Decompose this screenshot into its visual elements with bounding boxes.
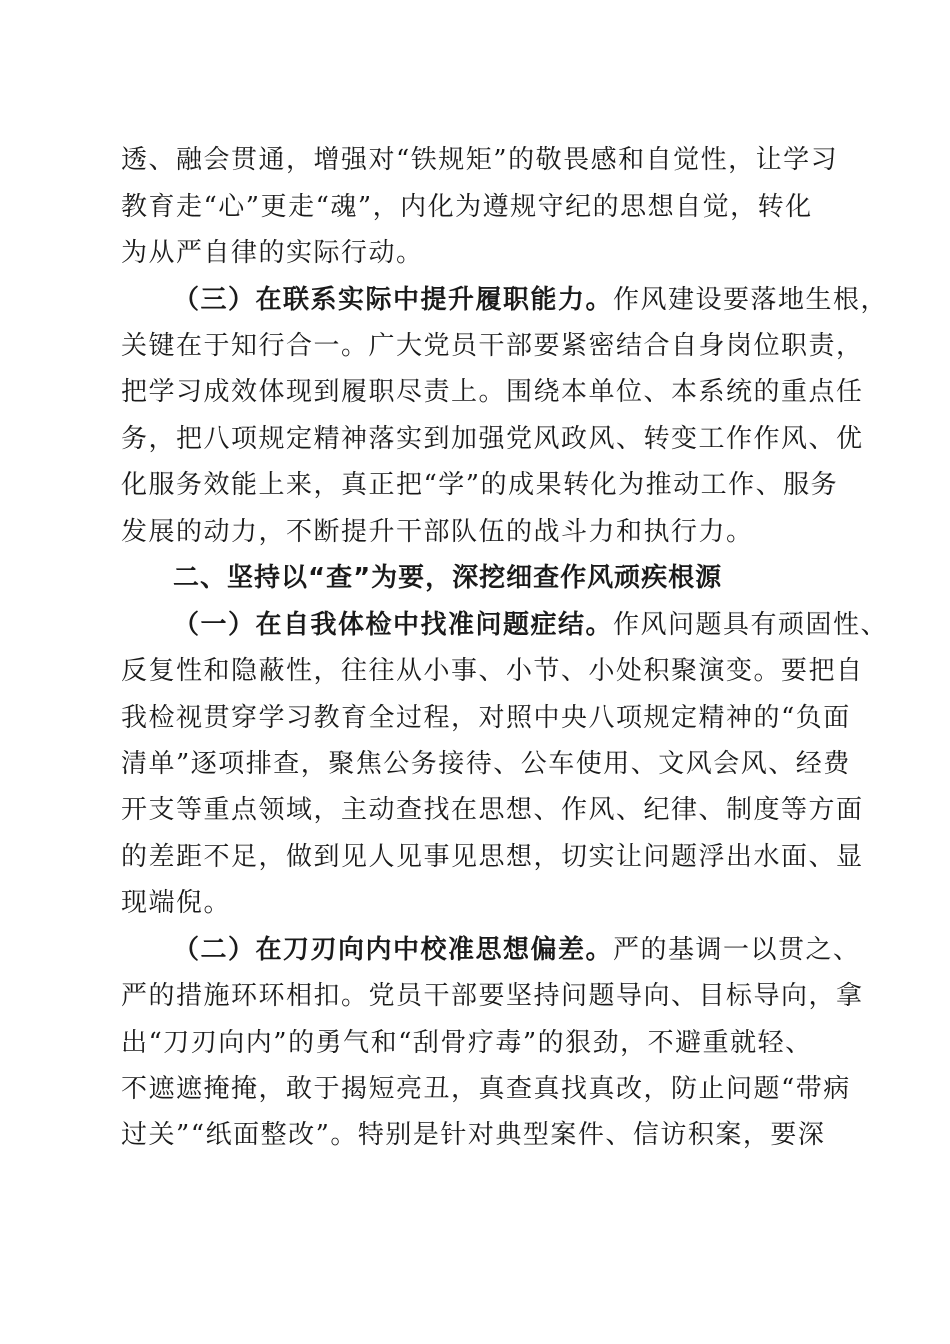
paragraph-line [173,282,888,318]
paragraph-line: 反复性和隐蔽性，往往从小事、小节、小处积聚演变。要把自 [121,656,864,686]
paragraph-line: 的差距不足，做到见人见事见思想，切实让问题浮出水面、显 [121,842,864,872]
paragraph-line: 把学习成效体现到履职尽责上。围绕本单位、本系统的重点任 [121,377,864,407]
paragraph-text: 作风建设要落地生根， [613,285,889,315]
paragraph-line: 发展的动力，不断提升干部队伍的战斗力和执行力。 [121,517,754,547]
paragraph-line [173,932,861,968]
subsection-title: （二）在刀刃向内中校准思想偏差。 [173,935,614,965]
paragraph-line: 化服务效能上来，真正把“学”的成果转化为推动工作、服务 [121,470,839,500]
subsection-title: （一）在自我体检中找准问题症结。 [173,610,614,640]
paragraph-text: 作风问题具有顽固性、 [613,610,889,640]
paragraph-line: 清单”逐项排查，聚焦公务接待、公车使用、文风会风、经费 [121,749,851,779]
paragraph-line: 关键在于知行合一。广大党员干部要紧密结合自身岗位职责， [121,331,864,361]
paragraph-line: 不遮遮掩掩，敢于揭短亮丑，真查真找真改，防止问题“带病 [121,1074,851,1104]
paragraph-line: 为从严自律的实际行动。 [121,238,424,268]
paragraph-line: 出“刀刃向内”的勇气和“刮骨疗毒”的狠劲，不避重就轻、 [121,1028,813,1058]
paragraph-line: 教育走“心”更走“魂”，内化为遵规守纪的思想自觉，转化 [121,192,813,222]
subsection-title: （三）在联系实际中提升履职能力。 [173,285,614,315]
paragraph-line: 现端倪。 [121,888,232,918]
paragraph-line: 开支等重点领域，主动查找在思想、作风、纪律、制度等方面 [121,795,864,825]
paragraph-line: 过关”“纸面整改”。特别是针对典型案件、信访积案，要深 [121,1120,826,1150]
paragraph-text: 严的基调一以贯之、 [613,935,861,965]
paragraph-line: 严的措施环环相扣。党员干部要坚持问题导向、目标导向，拿 [121,981,864,1011]
paragraph-line: 务，把八项规定精神落实到加强党风政风、转变工作作风、优 [121,424,864,454]
paragraph-line: 透、融会贯通，增强对“铁规矩”的敬畏感和自觉性，让学习 [121,145,839,175]
section-heading: 二、坚持以“查”为要，深挖细查作风顽疾根源 [173,563,723,593]
paragraph-line: 我检视贯穿学习教育全过程，对照中央八项规定精神的“负面 [121,703,851,733]
paragraph-line [173,607,888,643]
